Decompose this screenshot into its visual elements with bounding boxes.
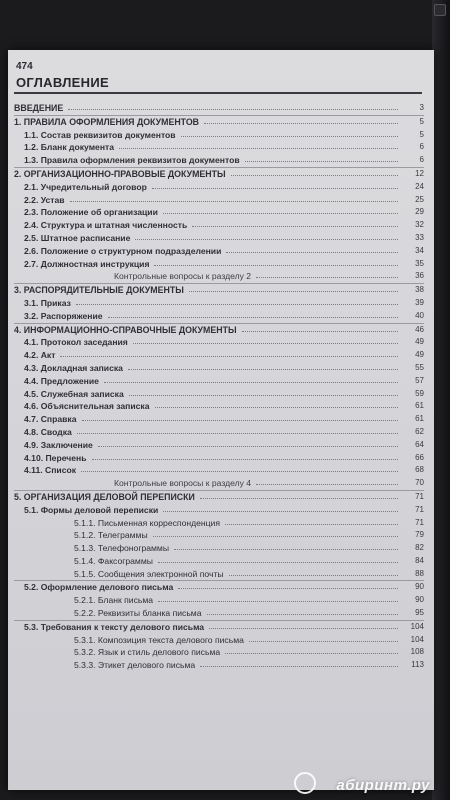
toc-entry-page: 104 [410, 634, 424, 644]
toc-entry-page: 33 [415, 232, 424, 242]
toc-entry-page: 90 [415, 582, 424, 592]
toc-entry [14, 219, 424, 232]
toc-entry-label: 5.3.3. Этикет делового письма [74, 660, 196, 671]
toc-dot-leader [98, 446, 398, 447]
toc-entry [14, 400, 424, 413]
toc-entry-label: 2.2. Устав [24, 194, 65, 205]
toc-entry-page: 49 [415, 350, 424, 360]
toc-entry-label: 3. РАСПОРЯДИТЕЛЬНЫЕ ДОКУМЕНТЫ [14, 285, 184, 296]
toc-entry-label: 5.1.5. Сообщения электронной почты [74, 568, 224, 579]
toc-entry-label: 5.3.2. Язык и стиль делового письма [74, 647, 221, 658]
toc-entry-page: 88 [415, 568, 424, 578]
toc-entry-label: Контрольные вопросы к разделу 2 [114, 271, 252, 282]
toc-entry-page: 46 [415, 324, 424, 334]
toc-dot-leader [81, 471, 398, 472]
toc-entry [14, 283, 424, 297]
toc-entry-page: 84 [415, 555, 424, 565]
window-corner-icon [434, 4, 446, 16]
toc-entry [14, 490, 424, 504]
toc-entry-label: 4.10. Перечень [24, 452, 87, 463]
table-of-contents [14, 102, 424, 672]
toc-entry-page: 61 [415, 401, 424, 411]
toc-dot-leader [129, 395, 398, 396]
toc-entry [14, 555, 424, 568]
toc-dot-leader [155, 407, 398, 408]
toc-entry-label: Контрольные вопросы к разделу 4 [114, 478, 252, 489]
toc-dot-leader [181, 136, 398, 137]
toc-entry-label: 5.1. Формы деловой переписки [24, 504, 159, 515]
toc-entry [14, 375, 424, 388]
toc-entry-label: 4. ИНФОРМАЦИОННО-СПРАВОЧНЫЕ ДОКУМЕНТЫ [14, 324, 237, 335]
toc-entry-page: 82 [415, 543, 424, 553]
toc-entry-page: 71 [415, 504, 424, 514]
toc-entry [14, 426, 424, 439]
toc-dot-leader [133, 343, 398, 344]
toc-entry [14, 477, 424, 490]
toc-entry [14, 102, 424, 115]
toc-dot-leader [153, 536, 398, 537]
toc-entry-page: 32 [415, 220, 424, 230]
toc-entry-label: 4.11. Список [24, 465, 77, 476]
toc-entry-label: ВВЕДЕНИЕ [14, 103, 64, 113]
toc-entry [14, 607, 424, 620]
toc-entry-label: 4.5. Служебная записка [24, 388, 124, 399]
toc-entry-label: 5.3.1. Композиция текста делового письма [74, 634, 244, 645]
toc-dot-leader [249, 641, 398, 642]
toc-dot-leader [229, 575, 398, 576]
toc-entry [14, 245, 424, 258]
toc-entry [14, 181, 424, 194]
toc-dot-leader [70, 201, 398, 202]
toc-dot-leader [245, 161, 398, 162]
toc-dot-leader [189, 291, 398, 292]
toc-entry-page: 24 [415, 181, 424, 191]
toc-entry [14, 439, 424, 452]
toc-dot-leader [158, 601, 398, 602]
toc-entry-page: 79 [415, 530, 424, 540]
toc-dot-leader [154, 265, 398, 266]
toc-entry-label: 1.2. Бланк документа [24, 142, 115, 153]
toc-entry [14, 362, 424, 375]
toc-dot-leader [204, 123, 398, 124]
toc-entry-page: 3 [419, 103, 424, 112]
toc-dot-leader [68, 109, 398, 110]
toc-dot-leader [256, 277, 398, 278]
toc-entry [14, 297, 424, 310]
toc-dot-leader [256, 484, 398, 485]
toc-entry-label: 4.3. Докладная записка [24, 362, 123, 373]
toc-entry-page: 57 [415, 375, 424, 385]
toc-entry-label: 5.2. Оформление делового письма [24, 582, 174, 593]
toc-entry-page: 55 [415, 362, 424, 372]
toc-dot-leader [178, 588, 398, 589]
toc-dot-leader [231, 175, 398, 176]
page-edge-shadow [432, 0, 450, 800]
book-page [8, 50, 434, 790]
toc-entry-label: 1. ПРАВИЛА ОФОРМЛЕНИЯ ДОКУМЕНТОВ [14, 116, 200, 127]
toc-entry-label: 1.3. Правила оформления реквизитов документов [24, 155, 240, 166]
toc-entry [14, 258, 424, 271]
toc-dot-leader [209, 628, 398, 629]
toc-entry-page: 113 [411, 660, 424, 670]
toc-entry-label: 4.7. Справка [24, 414, 77, 425]
toc-entry-page: 59 [415, 388, 424, 398]
toc-dot-leader [92, 459, 398, 460]
toc-entry-page: 5 [419, 129, 424, 139]
toc-entry-label: 2. ОРГАНИЗАЦИОННО-ПРАВОВЫЕ ДОКУМЕНТЫ [14, 168, 226, 179]
toc-dot-leader [207, 614, 398, 615]
toc-entry [14, 141, 424, 154]
labirint-logo-icon [294, 772, 316, 794]
toc-entry-page: 108 [410, 647, 424, 657]
toc-dot-leader [226, 252, 398, 253]
toc-entry [14, 194, 424, 207]
toc-dot-leader [174, 549, 398, 550]
toc-dot-leader [158, 562, 398, 563]
toc-entry-page: 61 [415, 414, 424, 424]
toc-entry-page: 49 [415, 337, 424, 347]
toc-entry [14, 154, 424, 167]
toc-dot-leader [242, 331, 398, 332]
toc-dot-leader [76, 304, 398, 305]
watermark-text: абиринт.ру [336, 777, 430, 794]
toc-entry [14, 464, 424, 477]
toc-entry [14, 452, 424, 465]
toc-entry [14, 413, 424, 426]
toc-entry-page: 71 [415, 517, 424, 527]
toc-entry-page: 29 [415, 207, 424, 217]
toc-dot-leader [163, 213, 398, 214]
toc-entry-label: 4.9. Заключение [24, 439, 93, 450]
toc-entry-page: 68 [415, 465, 424, 475]
toc-entry-label: 5.1.4. Факсограммы [74, 555, 153, 566]
toc-entry-page: 38 [415, 285, 424, 295]
toc-entry-label: 1.1. Состав реквизитов документов [24, 129, 176, 140]
toc-dot-leader [128, 369, 398, 370]
toc-entry [14, 620, 424, 634]
toc-entry-page: 62 [415, 426, 424, 436]
toc-entry [14, 323, 424, 337]
toc-entry-page: 6 [419, 155, 424, 165]
toc-dot-leader [152, 188, 398, 189]
toc-dot-leader [104, 382, 398, 383]
toc-entry-label: 4.2. Акт [24, 350, 56, 361]
toc-dot-leader [119, 148, 398, 149]
toc-dot-leader [200, 666, 398, 667]
toc-entry-label: 2.6. Положение о структурном подразделении [24, 245, 222, 256]
toc-entry-page: 71 [415, 491, 424, 501]
toc-entry [14, 349, 424, 362]
toc-entry [14, 310, 424, 323]
toc-entry-page: 95 [415, 608, 424, 618]
toc-dot-leader [225, 524, 398, 525]
toc-entry [14, 167, 424, 181]
toc-entry-page: 40 [415, 310, 424, 320]
toc-entry-label: 5.3. Требования к тексту делового письма [24, 621, 205, 632]
toc-entry [14, 388, 424, 401]
toc-entry-page: 34 [415, 245, 424, 255]
toc-entry-page: 35 [415, 258, 424, 268]
toc-entry [14, 529, 424, 542]
toc-entry-label: 3.2. Распоряжение [24, 310, 103, 321]
page-number: 474 [16, 61, 33, 72]
toc-entry-page: 12 [415, 168, 424, 178]
toc-entry-page: 25 [415, 194, 424, 204]
toc-entry-label: 4.6. Объяснительная записка [24, 401, 150, 412]
toc-entry [14, 580, 424, 594]
toc-dot-leader [163, 511, 398, 512]
toc-entry-label: 5.1.3. Телефонограммы [74, 543, 170, 554]
toc-entry-page: 70 [415, 478, 424, 488]
toc-entry-label: 5.1.1. Письменная корреспонденция [74, 517, 221, 528]
toc-entry-label: 2.7. Должностная инструкция [24, 258, 150, 269]
toc-entry-page: 6 [419, 142, 424, 152]
toc-entry [14, 336, 424, 349]
toc-entry [14, 634, 424, 647]
toc-entry-label: 2.5. Штатное расписание [24, 232, 131, 243]
toc-entry [14, 232, 424, 245]
toc-entry-page: 5 [419, 116, 424, 126]
toc-entry-label: 4.1. Протокол заседания [24, 337, 128, 348]
toc-entry [14, 659, 424, 672]
toc-entry [14, 115, 424, 129]
toc-dot-leader [200, 498, 398, 499]
toc-entry-label: 4.8. Сводка [24, 426, 72, 437]
toc-entry-label: 4.4. Предложение [24, 375, 99, 386]
toc-entry-page: 104 [410, 621, 424, 631]
toc-dot-leader [192, 226, 398, 227]
toc-entry [14, 517, 424, 530]
toc-entry [14, 129, 424, 142]
toc-dot-leader [135, 239, 398, 240]
toc-entry-label: 5.1.2. Телеграммы [74, 530, 148, 541]
toc-entry [14, 206, 424, 219]
toc-entry [14, 594, 424, 607]
toc-entry-label: 2.3. Положение об организации [24, 207, 158, 218]
toc-entry-page: 36 [415, 271, 424, 281]
toc-entry-page: 66 [415, 452, 424, 462]
toc-entry [14, 270, 424, 283]
toc-dot-leader [108, 317, 398, 318]
toc-entry-label: 5.2.2. Реквизиты бланка письма [74, 608, 202, 619]
toc-entry-label: 2.1. Учредительный договор [24, 181, 147, 192]
toc-entry-label: 5. ОРГАНИЗАЦИЯ ДЕЛОВОЙ ПЕРЕПИСКИ [14, 491, 195, 502]
toc-entry-page: 90 [415, 595, 424, 605]
toc-dot-leader [77, 433, 398, 434]
toc-dot-leader [82, 420, 398, 421]
toc-entry [14, 646, 424, 659]
toc-dot-leader [225, 653, 398, 654]
toc-entry [14, 542, 424, 555]
toc-entry-label: 2.4. Структура и штатная численность [24, 220, 188, 231]
toc-dot-leader [60, 356, 398, 357]
toc-entry [14, 504, 424, 517]
toc-entry [14, 568, 424, 581]
toc-header [14, 74, 422, 94]
toc-entry-page: 39 [415, 297, 424, 307]
toc-entry-page: 64 [415, 439, 424, 449]
toc-entry-label: 5.2.1. Бланк письма [74, 595, 154, 606]
toc-entry-label: 3.1. Приказ [24, 297, 71, 308]
toc-title: ОГЛАВЛЕНИЕ [16, 75, 109, 90]
